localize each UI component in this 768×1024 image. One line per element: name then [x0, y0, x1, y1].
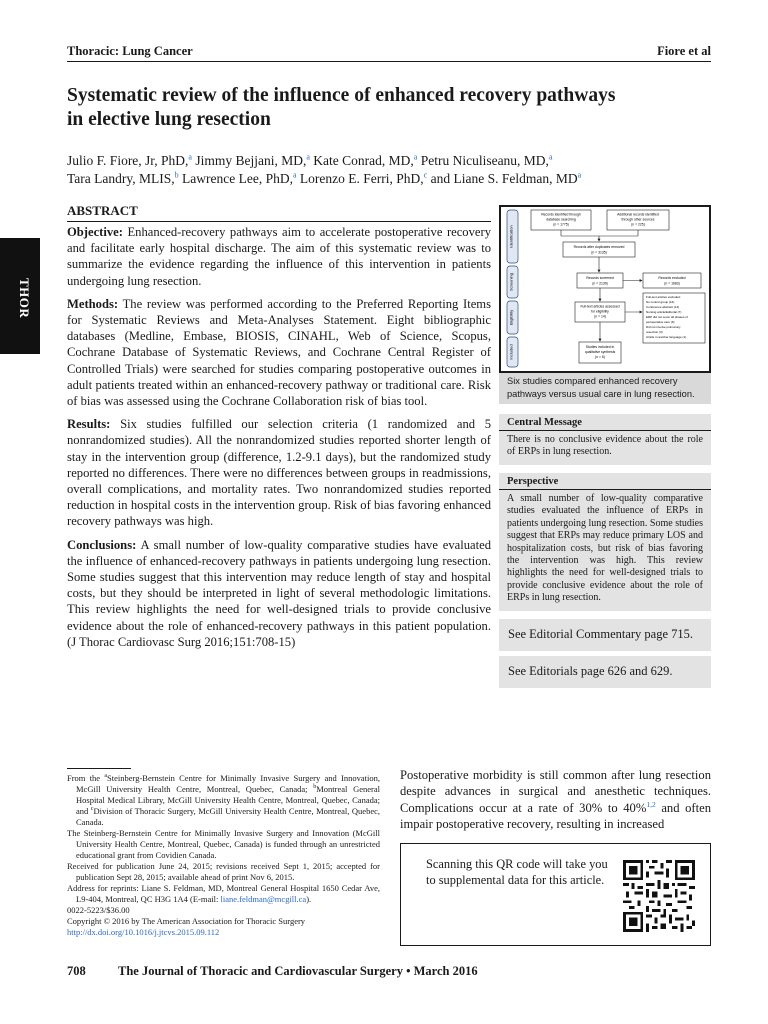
editorial-commentary-link[interactable]: See Editorial Commentary page 715.: [499, 619, 711, 651]
address-footnote: Address for reprints: Liane S. Feldman, MD, Montreal General Hospital 1650 Cedar Ave, L9-404, Montreal, QC H3G 1A4 (E-mail: liane.feldman@mcgill.ca).: [67, 883, 380, 904]
box-other-records: [607, 210, 669, 230]
prisma-flow-figure[interactable]: [499, 205, 711, 373]
box-studies-included: [579, 342, 621, 363]
perspective-box: [499, 473, 711, 611]
box-records-screened: [577, 273, 623, 288]
stage-label: Screening: [508, 272, 514, 292]
running-header-section: Thoracic: Lung Cancer: [67, 44, 193, 58]
box-duplicates-removed: [563, 242, 635, 257]
svg-text:Full-text articles assessed: Full-text articles assessed: [580, 304, 620, 309]
svg-text:for eligibility: for eligibility: [591, 309, 609, 314]
svg-text:Full-text articles excluded:: Full-text articles excluded:: [646, 295, 681, 299]
svg-text:(n = 1683): (n = 1683): [664, 281, 680, 286]
qr-code-text: Scanning this QR code will take you to supplemental data for this article.: [426, 857, 608, 888]
svg-text:Records screened: Records screened: [586, 276, 614, 280]
perspective-heading: Perspective: [499, 473, 711, 490]
author: Lawrence Lee, PhD,$^a$: [182, 170, 297, 186]
svg-text:Additional records identified: Additional records identified: [617, 212, 659, 217]
svg-text:Conference abstract (14): Conference abstract (14): [646, 305, 680, 309]
section-side-tab: [0, 238, 40, 354]
title-line-2: in elective lung resection: [67, 109, 271, 130]
stage-eligibility: [507, 301, 518, 334]
svg-text:resection (3): resection (3): [646, 330, 663, 334]
footnote-divider: [67, 768, 131, 769]
svg-text:(n = 3135): (n = 3135): [591, 250, 607, 255]
svg-text:Did not involve pulmonary: Did not involve pulmonary: [646, 325, 681, 329]
abstract-results: Results: Six studies fulfilled our selection criteria (1 randomized and 5 nonrandomized studies). All the nonrandomized studies reported shorter length of stay in the intervention group (difference, 1.2-9.1 days), but the randomized study reported no differences. There were no differences between groups in readmissions, overall complications, and mortality rates. Two nonrandomized studies reported reduction in hospital costs in the intervention group. Risk of bias favoring enhanced recovery pathways was high.: [67, 417, 491, 529]
abstract-conclusions: Conclusions: A small number of low-quality comparative studies have evaluated the influence of enhanced-recovery pathways in patients undergoing lung resection. Some studies suggest that this intervention may reduce length of stay and hospital costs, but they should be interpreted in light of several methodologic limitations. This review highlights the need for well-designed trials to provide conclusive evidence about the role of enhanced-recovery pathways in this patient population. (J Thorac Cardiovasc Surg 2016;151:708-15): [67, 537, 491, 649]
svg-text:(n = 14): (n = 14): [594, 314, 606, 319]
stage-label: Identification: [508, 225, 514, 248]
prisma-flow-diagram: [501, 207, 709, 371]
svg-text:Records after duplicates remov: Records after duplicates removed: [573, 245, 625, 249]
svg-text:(n = 6): (n = 6): [595, 355, 605, 359]
svg-text:(n = 2139): (n = 2139): [592, 281, 608, 286]
central-message-heading: Central Message: [499, 414, 711, 431]
side-tab-label: THOR: [17, 278, 32, 319]
box-fulltext-assessed: [575, 302, 625, 322]
central-message-text: There is no conclusive evidence about the role of ERPs in lung resection.: [507, 434, 703, 458]
abstract-methods: Methods: The review was performed according to the Preferred Reporting Items for Systematic Reviews and Meta-Analyses Statement. Eight bibliographic databases (Medline, Embase, BIOSIS, CINAHL, Web of Science, Scopus, Cochrane Database of Systematic Reviews, and Cochrane Central Register of Controlled Trials) were searched for studies comparing postoperative outcomes in adult patients treated within an enhanced-recovery pathway or traditional care. Risk of bias was assessed using the Cochrane Collaboration risk of bias tool.: [67, 296, 491, 409]
author: Lorenzo E. Ferri, PhD,$^c$: [299, 170, 428, 186]
author-list: [67, 152, 717, 188]
article-title: [67, 84, 707, 132]
svg-text:through other sources: through other sources: [621, 217, 655, 222]
svg-text:(n = 1775): (n = 1775): [553, 222, 569, 227]
stage-label: Included: [508, 344, 514, 360]
svg-text:Nursing article/Editorial (7): Nursing article/Editorial (7): [646, 310, 682, 314]
svg-text:Records excluded: Records excluded: [658, 276, 686, 280]
svg-text:(n = 225): (n = 225): [631, 222, 645, 227]
author: Petru Niculiseanu, MD,$^a$: [420, 152, 553, 168]
svg-text:Records identified through: Records identified through: [541, 212, 581, 217]
journal-footer: The Journal of Thoracic and Cardiovascular Surgery • March 2016: [118, 964, 478, 978]
stage-screening: [507, 266, 518, 298]
reference-link[interactable]: 1,2: [646, 799, 656, 809]
perspective-text: A small number of low-quality comparative studies evaluated the influence of ERPs in patients undergoing lung resection. Some studies suggest that ERPs may reduce primary LOS and hospitalization costs, but risk of bias favoring the intervention was high. This review highlights the need for well-designed trials to provide conclusive evidence about the role of ERPs in lung resection.: [507, 493, 703, 604]
affiliations-footnote: From the $^a$Steinberg-Bernstein Centre for Minimally Invasive Surgery and Innovation, McGill University Health Centre, Montreal, Quebec, Canada; $^b$Montreal General Hospital Medical Library, McGill University Health Centre, Montreal, Quebec, Canada; and $^c$Division of Thoracic Surgery, McGill University Health Centre, Montreal, Quebec, Canada.: [67, 773, 380, 827]
box-database-records: [531, 210, 591, 230]
svg-text:qualitative synthesis: qualitative synthesis: [584, 350, 616, 354]
central-message-box: [499, 414, 711, 465]
stage-identification: [507, 210, 518, 263]
editorials-link[interactable]: See Editorials page 626 and 629.: [499, 656, 711, 688]
abstract-heading: ABSTRACT: [67, 203, 491, 222]
page-number: 708: [67, 964, 86, 978]
svg-text:database searching: database searching: [546, 217, 576, 222]
body-paragraph: Postoperative morbidity is still common after lung resection despite advances in surgical and anesthetic techniques. Complications occur at a rate of 30% to 40%$^{1,2}$ and often impair postoperative recovery, resulting in increased: [400, 768, 712, 832]
stage-included: [507, 337, 518, 367]
funding-footnote: The Steinberg-Bernstein Centre for Minimally Invasive Surgery and Innovation (McGill University Health Centre, Montreal, Quebec, Canada) is funded through an unrestricted educational grant from Covidien Canada.: [67, 828, 380, 860]
title-line-1: Systematic review of the influence of enhanced recovery pathways: [67, 85, 616, 106]
author: Tara Landry, MLIS,$^b$: [67, 170, 179, 186]
received-footnote: Received for publication June 24, 2015; revisions received Sept 1, 2015; accepted for publication Sept 28, 2015; available ahead of print Nov 6, 2015.: [67, 861, 380, 882]
running-header-authors: Fiore et al: [657, 44, 711, 58]
header-divider: [67, 61, 711, 62]
qr-code-icon[interactable]: [623, 858, 695, 934]
figure-caption: Six studies compared enhanced recovery pathways versus usual care in lung resection.: [499, 373, 711, 404]
svg-text:Studies included in: Studies included in: [585, 345, 615, 349]
abstract-body: [67, 224, 491, 657]
email-link[interactable]: liane.feldman@mcgill.ca: [220, 894, 307, 904]
qr-code-box: [400, 843, 711, 946]
svg-text:ERP did not cover all phases o: ERP did not cover all phases of: [646, 315, 688, 319]
author: Jimmy Bejjani, MD,$^a$: [195, 152, 310, 168]
author: Kate Conrad, MD,$^a$: [313, 152, 418, 168]
svg-text:perioperative care (6): perioperative care (6): [646, 320, 675, 324]
box-records-excluded: [643, 273, 701, 288]
doi-link[interactable]: http://dx.doi.org/10.1016/j.jtcvs.2015.09.112: [67, 927, 220, 937]
box-fulltext-excluded: [643, 293, 705, 343]
stage-label: Eligibility: [508, 309, 514, 326]
svg-text:Article in another language (1: Article in another language (1): [646, 335, 687, 339]
svg-text:No control group (16): No control group (16): [646, 300, 675, 304]
issn-footnote: 0022-5223/$36.00: [67, 905, 130, 915]
abstract-objective: Objective: Enhanced-recovery pathways aim to accelerate postoperative recovery and facilitate early hospital discharge. The aim of this systematic review was to summarize the evidence regarding the influence of this intervention in patients undergoing lung resection.: [67, 225, 491, 288]
author: Julio F. Fiore, Jr, PhD,$^a$: [67, 152, 192, 168]
author: and Liane S. Feldman, $MD^a$: [430, 170, 582, 186]
copyright-footnote: Copyright © 2016 by The American Association for Thoracic Surgery: [67, 916, 306, 926]
footnotes: [67, 768, 380, 938]
